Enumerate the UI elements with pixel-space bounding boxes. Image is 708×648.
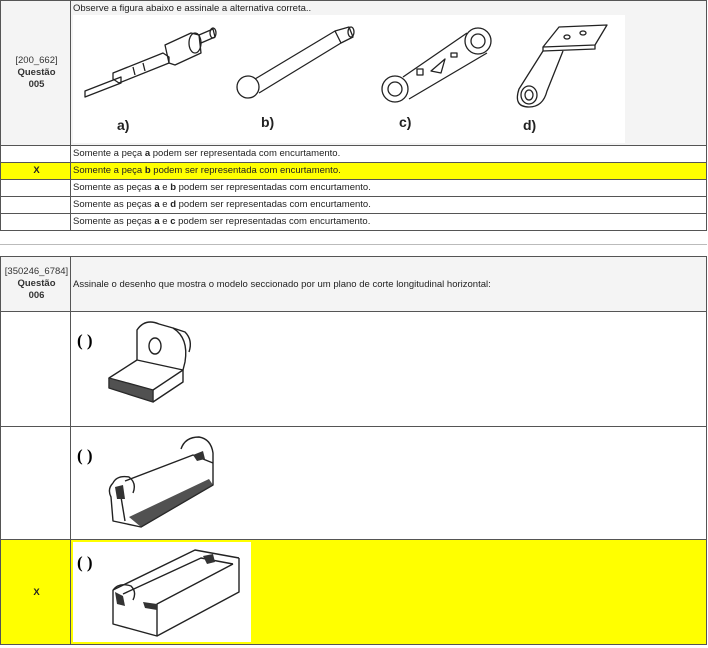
sectioned-model-option-2[interactable] bbox=[73, 427, 253, 537]
option-mark: X bbox=[1, 540, 71, 645]
bracket-part-d bbox=[517, 25, 607, 107]
option-mark bbox=[1, 312, 71, 427]
question-005-id-cell bbox=[1, 1, 71, 146]
option-figure-cell[interactable] bbox=[71, 312, 707, 427]
question-006-id-cell bbox=[1, 257, 71, 312]
figure-label-b: b) bbox=[261, 114, 275, 130]
option-text[interactable]: Somente as peças a e b podem ser representadas com encurtamento. bbox=[71, 180, 707, 197]
link-part-c bbox=[382, 28, 491, 102]
question-number: 005 bbox=[28, 79, 45, 90]
option-mark bbox=[1, 180, 71, 197]
question-006-header bbox=[1, 257, 707, 312]
option-figure-cell[interactable] bbox=[71, 427, 707, 540]
question-separator bbox=[0, 244, 707, 245]
figure-label-c: c) bbox=[399, 114, 412, 130]
question-006-table bbox=[0, 256, 707, 645]
option-text[interactable]: Somente as peças a e c podem ser representadas com encurtamento. bbox=[71, 214, 707, 231]
question-005-table bbox=[0, 0, 707, 231]
question-label: Questão bbox=[17, 278, 56, 289]
option-row[interactable] bbox=[1, 146, 707, 163]
option-row[interactable] bbox=[1, 312, 707, 427]
option-paren: ( ) bbox=[77, 331, 93, 350]
question-statement: Assinale o desenho que mostra o modelo seccionado por um plano de corte longitudinal horizontal: bbox=[71, 257, 707, 312]
option-row[interactable] bbox=[1, 427, 707, 540]
handle-part-b bbox=[237, 27, 354, 98]
option-mark bbox=[1, 214, 71, 231]
option-row[interactable] bbox=[1, 214, 707, 231]
figure-label-a: a) bbox=[117, 117, 130, 133]
shaft-part-a bbox=[85, 28, 216, 97]
option-figure-cell[interactable] bbox=[71, 540, 707, 645]
sectioned-model-option-3[interactable] bbox=[73, 542, 251, 642]
option-paren: ( ) bbox=[77, 553, 93, 572]
question-005-body bbox=[71, 1, 707, 146]
question-label: Questão bbox=[17, 67, 56, 78]
option-text[interactable]: Somente a peça a podem ser representada com encurtamento. bbox=[71, 146, 707, 163]
option-row[interactable] bbox=[1, 180, 707, 197]
mechanical-parts-figure bbox=[73, 15, 625, 143]
question-005-header bbox=[1, 1, 707, 146]
option-paren: ( ) bbox=[77, 446, 93, 465]
option-row-selected[interactable] bbox=[1, 540, 707, 645]
figure-label-d: d) bbox=[523, 117, 537, 133]
question-number: 006 bbox=[28, 290, 45, 301]
option-text[interactable]: Somente as peças a e d podem ser representadas com encurtamento. bbox=[71, 197, 707, 214]
question-id: [350246_6784] bbox=[4, 266, 69, 277]
sectioned-model-option-1[interactable] bbox=[73, 312, 253, 424]
option-text[interactable]: Somente a peça b podem ser representada com encurtamento. bbox=[71, 163, 707, 180]
option-mark bbox=[1, 146, 71, 163]
option-row[interactable] bbox=[1, 197, 707, 214]
option-mark: X bbox=[1, 163, 71, 180]
option-mark bbox=[1, 427, 71, 540]
question-statement: Observe a figura abaixo e assinale a alternativa correta.. bbox=[73, 3, 312, 14]
question-id: [200_662] bbox=[15, 55, 58, 66]
option-row-selected[interactable] bbox=[1, 163, 707, 180]
option-mark bbox=[1, 197, 71, 214]
